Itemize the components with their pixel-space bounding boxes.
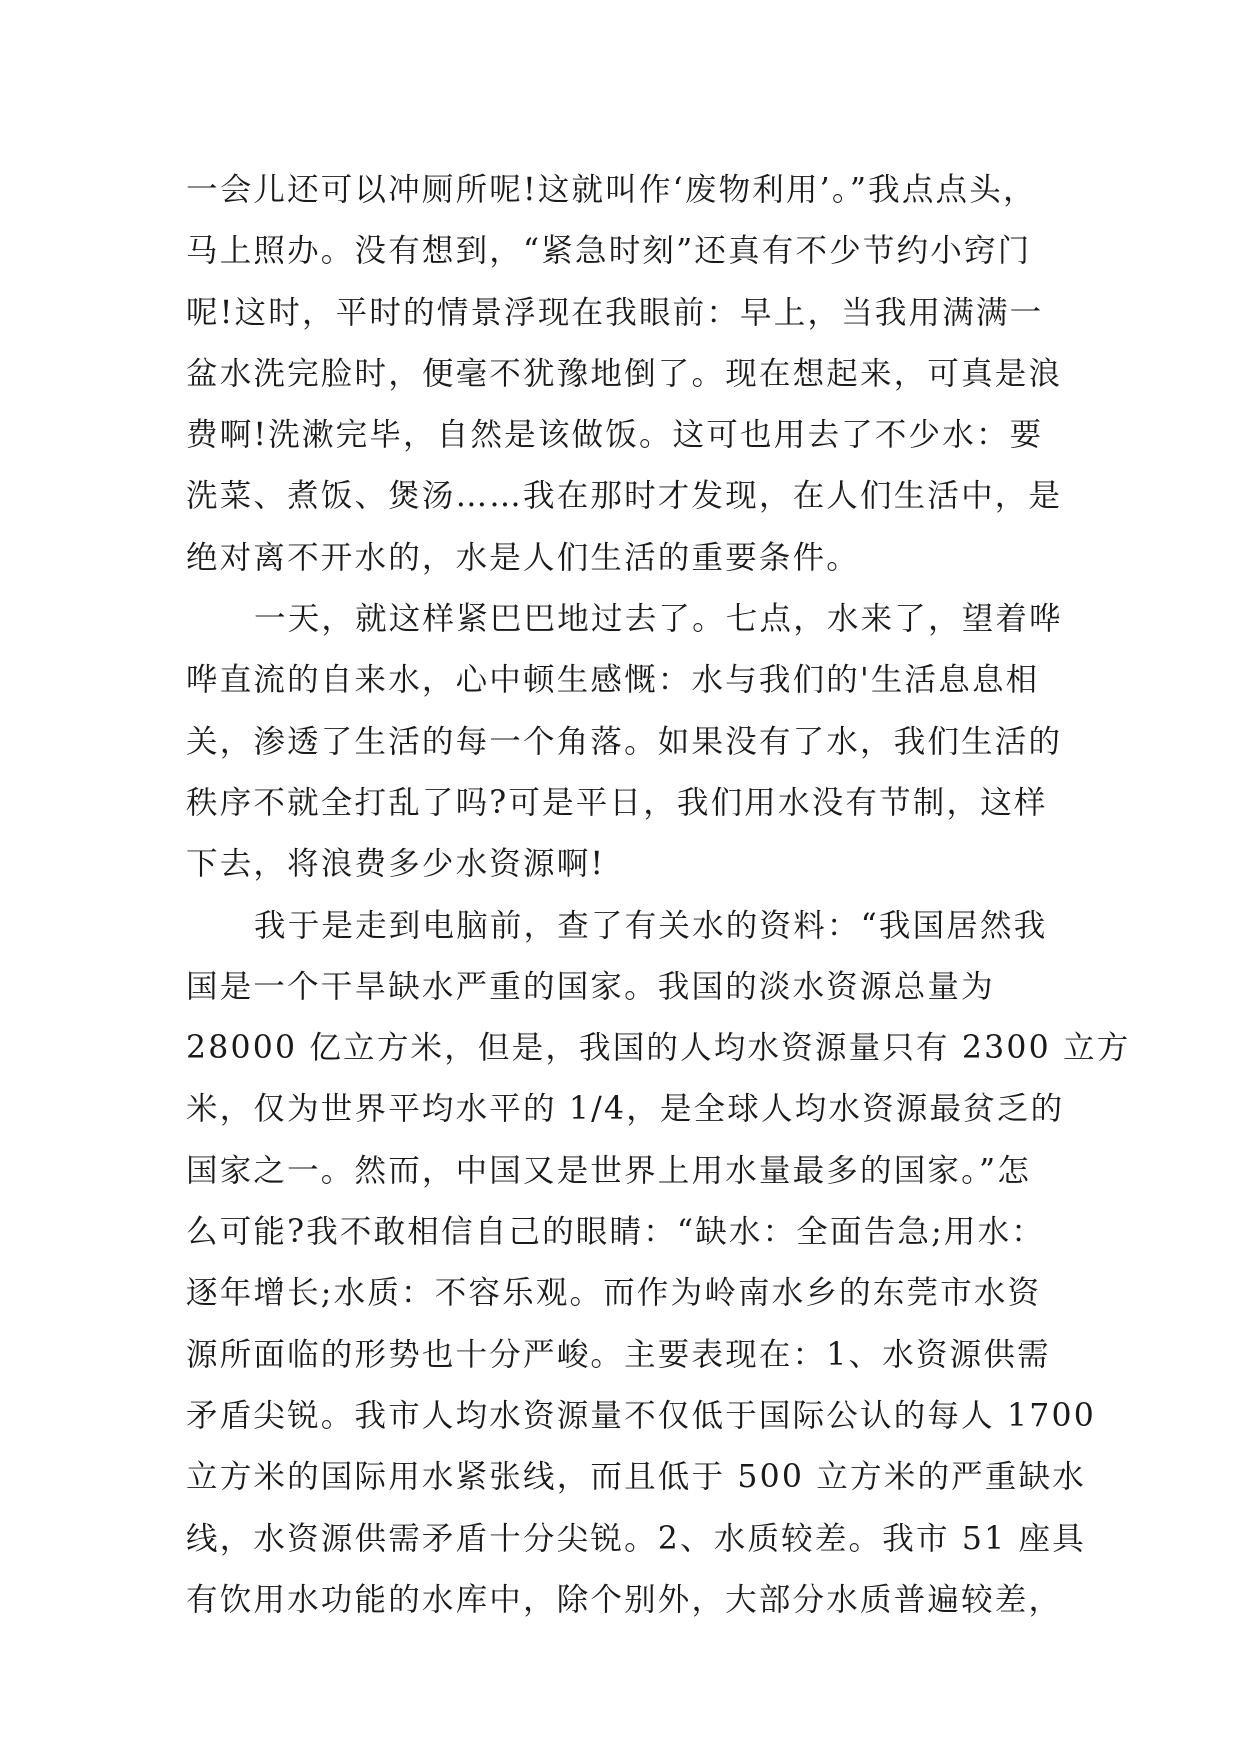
text-line: 28000 亿立方米，但是，我国的人均水资源量只有 2300 立方 xyxy=(186,1030,1131,1067)
text-line: 线，水资源供需矛盾十分尖锐。2、水质较差。我市 51 座具 xyxy=(186,1520,1086,1557)
text-line: 么可能?我不敢相信自己的眼睛：“缺水：全面告急;用水： xyxy=(186,1214,1046,1251)
text-line: 立方米的国际用水紧张线，而且低于 500 立方米的严重缺水 xyxy=(186,1459,1086,1496)
text-line: 矛盾尖锐。我市人均水资源量不仅低于国际公认的每人 1700 xyxy=(186,1397,1096,1434)
text-line: 秩序不就全打乱了吗?可是平日，我们用水没有节制，这样 xyxy=(186,784,1048,821)
text-line: 盆水洗完脸时，便毫不犹豫地倒了。现在想起来，可真是浪 xyxy=(186,355,1063,392)
text-line: 下去，将浪费多少水资源啊! xyxy=(186,846,606,883)
text-line: 国家之一。然而，中国又是世界上用水量最多的国家。”怎 xyxy=(186,1152,1032,1189)
text-line: 洗菜、煮饭、煲汤……我在那时才发现，在人们生活中，是 xyxy=(186,478,1063,515)
text-line: 一会儿还可以冲厕所呢!这就叫作‘废物利用’。”我点点头， xyxy=(186,172,1037,208)
text-line: 关，渗透了生活的每一个角落。如果没有了水，我们生活的 xyxy=(186,723,1063,760)
text-line: 费啊!洗漱完毕，自然是该做饭。这可也用去了不少水：要 xyxy=(186,417,1044,454)
paragraph-start-line: 我于是走到电脑前，查了有关水的资料：“我国居然我 xyxy=(254,907,1048,944)
text-line: 米，仅为世界平均水平的 1/4，是全球人均水资源最贫乏的 xyxy=(186,1091,1065,1128)
text-line: 哗直流的自来水，心中顿生感慨：水与我们的'生活息息相 xyxy=(186,662,1040,699)
paragraph-start-line: 一天，就这样紧巴巴地过去了。七点，水来了，望着哗 xyxy=(254,601,1063,638)
text-line: 马上照办。没有想到，“紧急时刻”还真有不少节约小窍门 xyxy=(186,233,1032,270)
text-line: 逐年增长;水质：不容乐观。而作为岭南水乡的东莞市水资 xyxy=(186,1275,1042,1312)
body-text xyxy=(186,160,1131,1631)
text-line: 源所面临的形势也十分严峻。主要表现在：1、水资源供需 xyxy=(186,1336,1051,1373)
text-line: 呢!这时，平时的情景浮现在我眼前：早上，当我用满满一 xyxy=(186,294,1044,331)
text-line: 绝对离不开水的，水是人们生活的重要条件。 xyxy=(186,539,861,576)
text-line: 有饮用水功能的水库中，除个别外，大部分水质普遍较差， xyxy=(186,1581,1063,1618)
text-line: 国是一个干旱缺水严重的国家。我国的淡水资源总量为 xyxy=(186,968,995,1005)
